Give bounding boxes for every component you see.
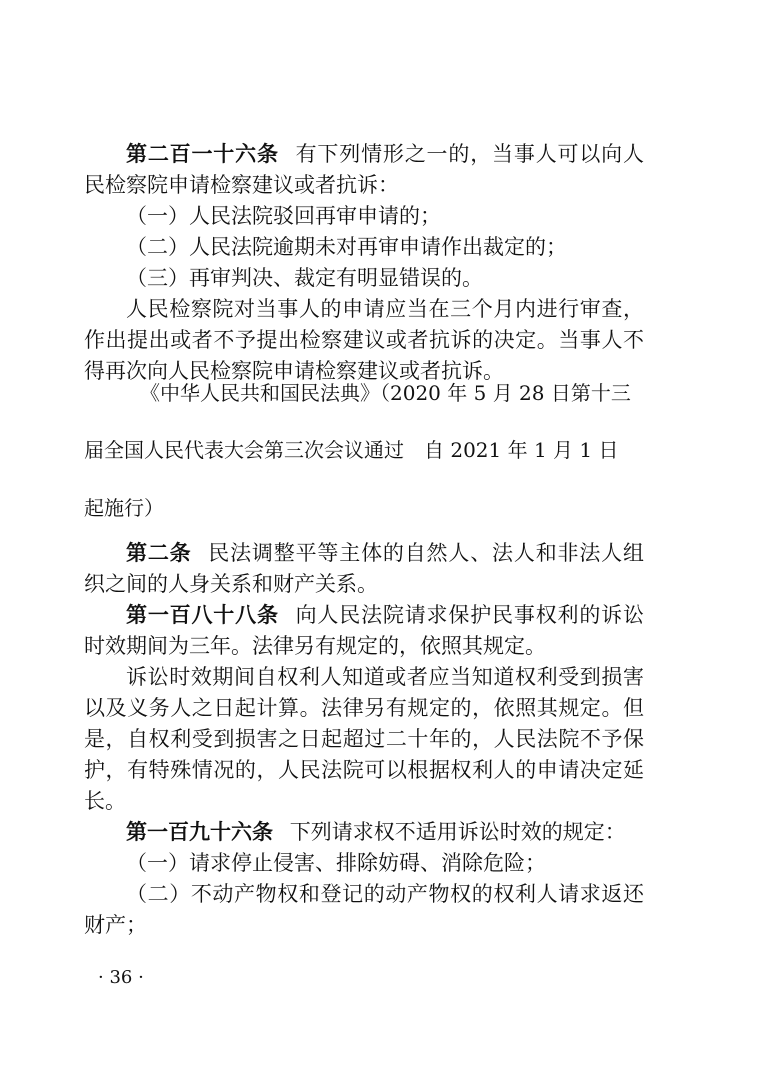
article-196-item-1: （一）请求停止侵害、排除妨碍、消除危险； xyxy=(126,851,546,875)
article-2-text: 民法调整平等主体的自然人、法人和非法人组织之间的人身关系和财产关系。 xyxy=(84,541,645,596)
article-216 xyxy=(84,139,644,201)
civil-code-source-note xyxy=(84,381,644,521)
article-2 xyxy=(84,538,644,600)
article-188 xyxy=(84,600,644,662)
article-216-item-3: （三）再审判决、裁定有明显错误的。 xyxy=(126,266,483,290)
civil-code-excerpt xyxy=(84,538,644,941)
article-196-text: 下列请求权不适用诉讼时效的规定： xyxy=(289,820,626,844)
article-216-item-2: （二）人民法院逾期未对再审申请作出裁定的； xyxy=(126,235,567,259)
source-line-3: 起施行） xyxy=(84,496,164,520)
source-line-2: 届全国人民代表大会第三次会议通过 自 2021 年 1 月 1 日 xyxy=(84,438,619,462)
article-196 xyxy=(84,817,644,848)
article-188-paragraph: 诉讼时效期间自权利人知道或者应当知道权利受到损害以及义务人之日起计算。法律另有规定的，依照其规定。但是，自权利受到损害之日起超过二十年的，人民法院不予保护，有特殊情况的，人民法院可以根据权利人的申请决定延长。 xyxy=(84,665,644,813)
article-216-heading: 第二百一十六条 xyxy=(126,142,279,166)
article-216-item-1: （一）人民法院驳回再审申请的； xyxy=(126,204,441,228)
article-188-text: 向人民法院请求保护民事权利的诉讼时效期间为三年。法律另有规定的，依照其规定。 xyxy=(84,603,645,658)
page-number: · 36 · xyxy=(98,967,144,988)
article-216-text: 有下列情形之一的，当事人可以向人民检察院申请检察建议或者抗诉： xyxy=(84,142,645,197)
article-196-heading: 第一百九十六条 xyxy=(126,820,273,844)
civil-procedure-excerpt xyxy=(84,139,644,387)
article-196-item-2: （二）不动产物权和登记的动产物权的权利人请求返还财产； xyxy=(84,882,644,937)
article-188-heading: 第一百八十八条 xyxy=(126,603,279,627)
source-line-1: 《中华人民共和国民法典》（2020 年 5 月 28 日第十三 xyxy=(140,381,631,405)
article-216-paragraph: 人民检察院对当事人的申请应当在三个月内进行审查，作出提出或者不予提出检察建议或者抗诉的决定。当事人不得再次向人民检察院申请检察建议或者抗诉。 xyxy=(84,297,644,383)
article-2-heading: 第二条 xyxy=(126,541,192,565)
